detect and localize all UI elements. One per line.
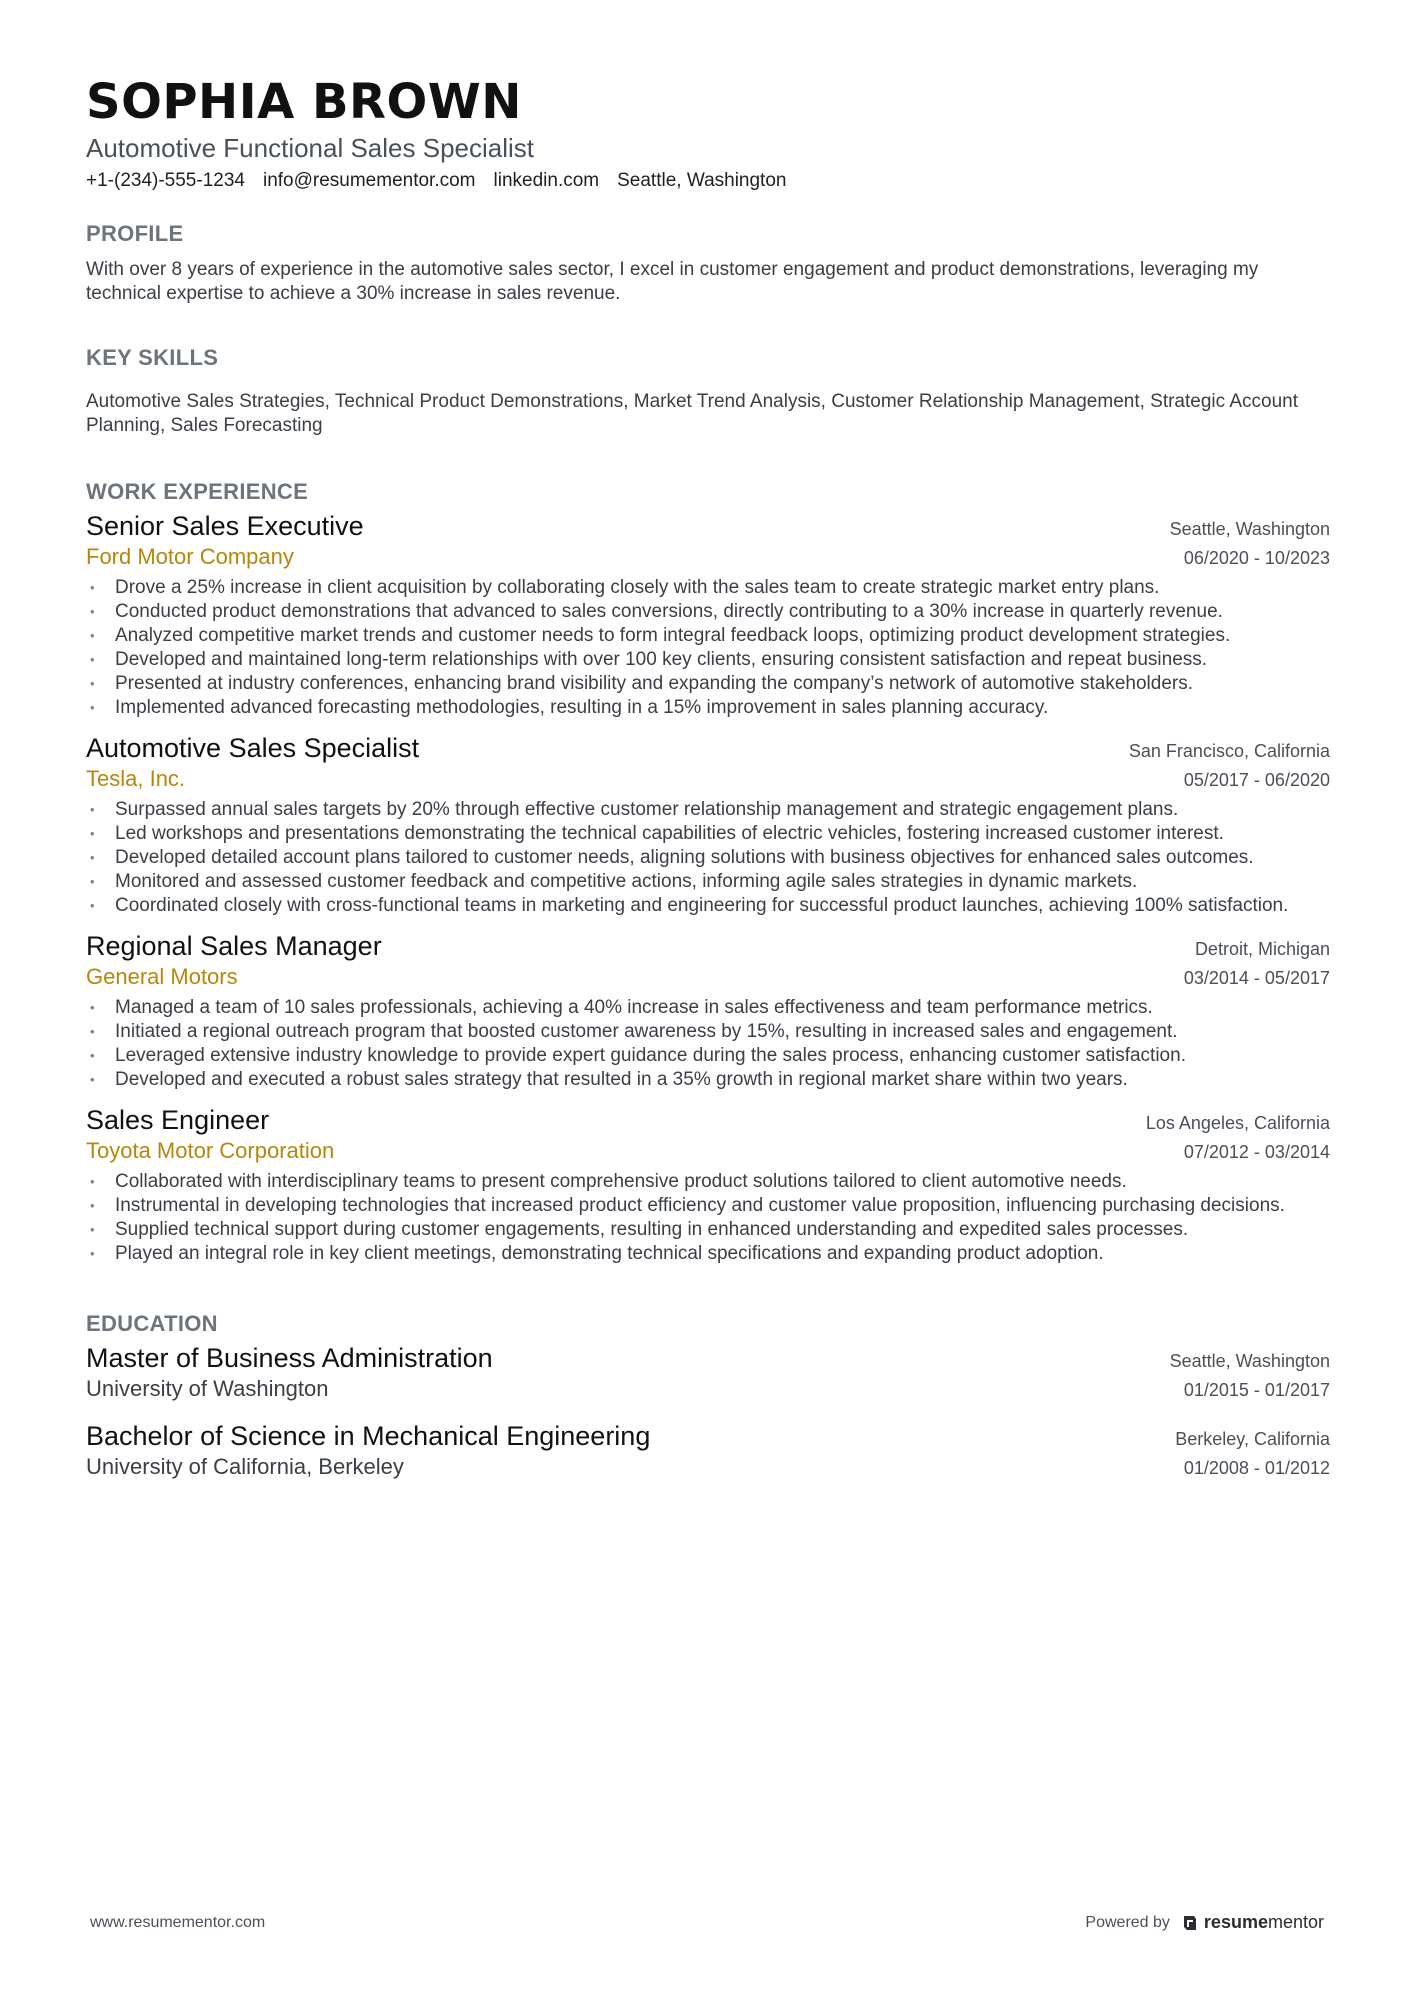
job-bullet: • Presented at industry conferences, enhancing brand visibility and expanding the company’s network of automotive stakeholders.	[86, 672, 1330, 696]
job-company: Tesla, Inc.	[86, 766, 186, 791]
job-bullets	[86, 798, 1330, 918]
education-degree: Master of Business Administration	[86, 1343, 493, 1373]
job-bullet: • Developed and executed a robust sales strategy that resulted in a 35% growth in regional market share within two years.	[86, 1068, 1330, 1092]
job-entry	[86, 1104, 1330, 1266]
powered-by-label: Powered by	[1085, 1913, 1170, 1931]
job-bullet: • Surpassed annual sales targets by 20% through effective customer relationship management and strategic engagement plans.	[86, 798, 1330, 822]
job-entry	[86, 732, 1330, 918]
job-bullet: • Monitored and assessed customer feedback and competitive actions, informing agile sales strategies in dynamic markets.	[86, 870, 1330, 894]
education-dates: 01/2008 - 01/2012	[1183, 1458, 1330, 1478]
job-dates: 06/2020 - 10/2023	[1183, 548, 1330, 568]
job-company: General Motors	[86, 964, 238, 989]
job-bullets	[86, 996, 1330, 1092]
job-company: Ford Motor Company	[86, 544, 294, 569]
footer	[90, 1912, 1324, 1933]
footer-url[interactable]: www.resumementor.com	[90, 1913, 266, 1931]
job-bullet: • Collaborated with interdisciplinary teams to present comprehensive product solutions tailored to client automotive needs.	[86, 1170, 1330, 1194]
job-dates: 03/2014 - 05/2017	[1183, 968, 1330, 988]
job-bullet: • Initiated a regional outreach program that boosted customer awareness by 15%, resulting in increased sales and engagement.	[86, 1020, 1330, 1044]
education-subheader-row	[86, 1375, 1330, 1404]
job-bullet: • Coordinated closely with cross-functional teams in marketing and engineering for successful product launches, achieving 100% satisfaction.	[86, 894, 1330, 918]
education-dates: 01/2015 - 01/2017	[1183, 1380, 1330, 1400]
education-section	[86, 1310, 1330, 1482]
education-heading: EDUCATION	[86, 1311, 218, 1336]
job-header-row	[86, 732, 1330, 765]
education-entry	[86, 1420, 1330, 1482]
job-bullet: • Implemented advanced forecasting methodologies, resulting in a 15% improvement in sales planning accuracy.	[86, 696, 1330, 720]
job-header-row	[86, 510, 1330, 543]
job-bullet: • Conducted product demonstrations that advanced to sales conversions, directly contributing to a 30% increase in quarterly revenue.	[86, 600, 1330, 624]
education-school: University of Washington	[86, 1376, 329, 1401]
job-header-row	[86, 1104, 1330, 1137]
powered-by	[1085, 1912, 1324, 1933]
candidate-title: Automotive Functional Sales Specialist	[86, 133, 535, 163]
job-entry	[86, 510, 1330, 720]
job-bullets	[86, 1170, 1330, 1266]
contact-linkedin: linkedin.com	[493, 170, 600, 191]
job-header-row	[86, 930, 1330, 963]
job-subheader-row	[86, 1137, 1330, 1166]
profile-heading: PROFILE	[86, 221, 184, 246]
job-location: San Francisco, California	[1128, 741, 1330, 761]
education-header-row	[86, 1420, 1330, 1453]
skills-text: Automotive Sales Strategies, Technical Product Demonstrations, Market Trend Analysis, Customer Relationship Management, Strategic Account Planning, Sales Forecasting	[86, 391, 1299, 436]
job-bullet: • Supplied technical support during customer engagements, resulting in enhanced understanding and expedited sales processes.	[86, 1218, 1330, 1242]
job-dates: 05/2017 - 06/2020	[1183, 770, 1330, 790]
job-bullet: • Drove a 25% increase in client acquisition by collaborating closely with the sales team to create strategic market entry plans.	[86, 576, 1330, 600]
job-bullet: • Managed a team of 10 sales professionals, achieving a 40% increase in sales effectiveness and team performance metrics.	[86, 996, 1330, 1020]
profile-text: With over 8 years of experience in the automotive sales sector, I excel in customer engagement and product demonstrations, leveraging my technical expertise to achieve a 30% increase in sales revenue.	[86, 259, 1259, 304]
job-location: Detroit, Michigan	[1194, 939, 1330, 959]
job-bullet: • Analyzed competitive market trends and customer needs to form integral feedback loops, optimizing product development strategies.	[86, 624, 1330, 648]
job-bullet: • Developed and maintained long-term relationships with over 100 key clients, ensuring consistent satisfaction and repeat business.	[86, 648, 1330, 672]
education-header-row	[86, 1342, 1330, 1375]
job-bullet: • Instrumental in developing technologies that increased product efficiency and customer value proposition, influencing purchasing decisions.	[86, 1194, 1330, 1218]
job-role: Senior Sales Executive	[86, 511, 364, 541]
job-role: Regional Sales Manager	[86, 931, 382, 961]
job-location: Seattle, Washington	[1169, 519, 1330, 539]
experience-heading: WORK EXPERIENCE	[86, 479, 309, 504]
resume-page	[86, 74, 1330, 1482]
education-list	[86, 1342, 1330, 1482]
job-bullet: • Played an integral role in key client meetings, demonstrating technical specifications and expanding product adoption.	[86, 1242, 1330, 1266]
contact-line	[86, 168, 1330, 194]
job-role: Automotive Sales Specialist	[86, 733, 420, 763]
education-location: Seattle, Washington	[1169, 1351, 1330, 1371]
education-degree: Bachelor of Science in Mechanical Engineering	[86, 1421, 651, 1451]
job-location: Los Angeles, California	[1145, 1113, 1330, 1133]
job-bullet: • Led workshops and presentations demonstrating the technical capabilities of electric vehicles, fostering increased customer interest.	[86, 822, 1330, 846]
job-subheader-row	[86, 765, 1330, 794]
brand-light: mentor	[1267, 1912, 1324, 1932]
job-bullets	[86, 576, 1330, 720]
job-entry	[86, 930, 1330, 1092]
contact-phone: +1-(234)-555-1234	[86, 170, 245, 191]
brand-bold: resume	[1203, 1912, 1268, 1932]
job-role: Sales Engineer	[86, 1105, 270, 1135]
jobs-list	[86, 510, 1330, 1266]
contact-location: Seattle, Washington	[617, 170, 787, 191]
candidate-name: SOPHIA BROWN	[86, 74, 522, 130]
brand-logo	[1182, 1912, 1324, 1933]
education-school: University of California, Berkeley	[86, 1454, 404, 1479]
experience-section	[86, 478, 1330, 1266]
contact-email: info@resumementor.com	[262, 170, 476, 191]
education-location: Berkeley, California	[1175, 1429, 1330, 1449]
education-subheader-row	[86, 1453, 1330, 1482]
job-company: Toyota Motor Corporation	[86, 1138, 335, 1163]
skills-section	[86, 344, 1330, 438]
job-bullet: • Leveraged extensive industry knowledge to provide expert guidance during the sales process, enhancing customer satisfaction.	[86, 1044, 1330, 1068]
brand-logo-icon	[1182, 1914, 1198, 1932]
profile-section	[86, 220, 1330, 306]
job-subheader-row	[86, 543, 1330, 572]
job-bullet: • Developed detailed account plans tailored to customer needs, aligning solutions with business objectives for enhanced sales outcomes.	[86, 846, 1330, 870]
skills-heading: KEY SKILLS	[86, 345, 219, 370]
job-subheader-row	[86, 963, 1330, 992]
education-entry	[86, 1342, 1330, 1404]
job-dates: 07/2012 - 03/2014	[1183, 1142, 1330, 1162]
